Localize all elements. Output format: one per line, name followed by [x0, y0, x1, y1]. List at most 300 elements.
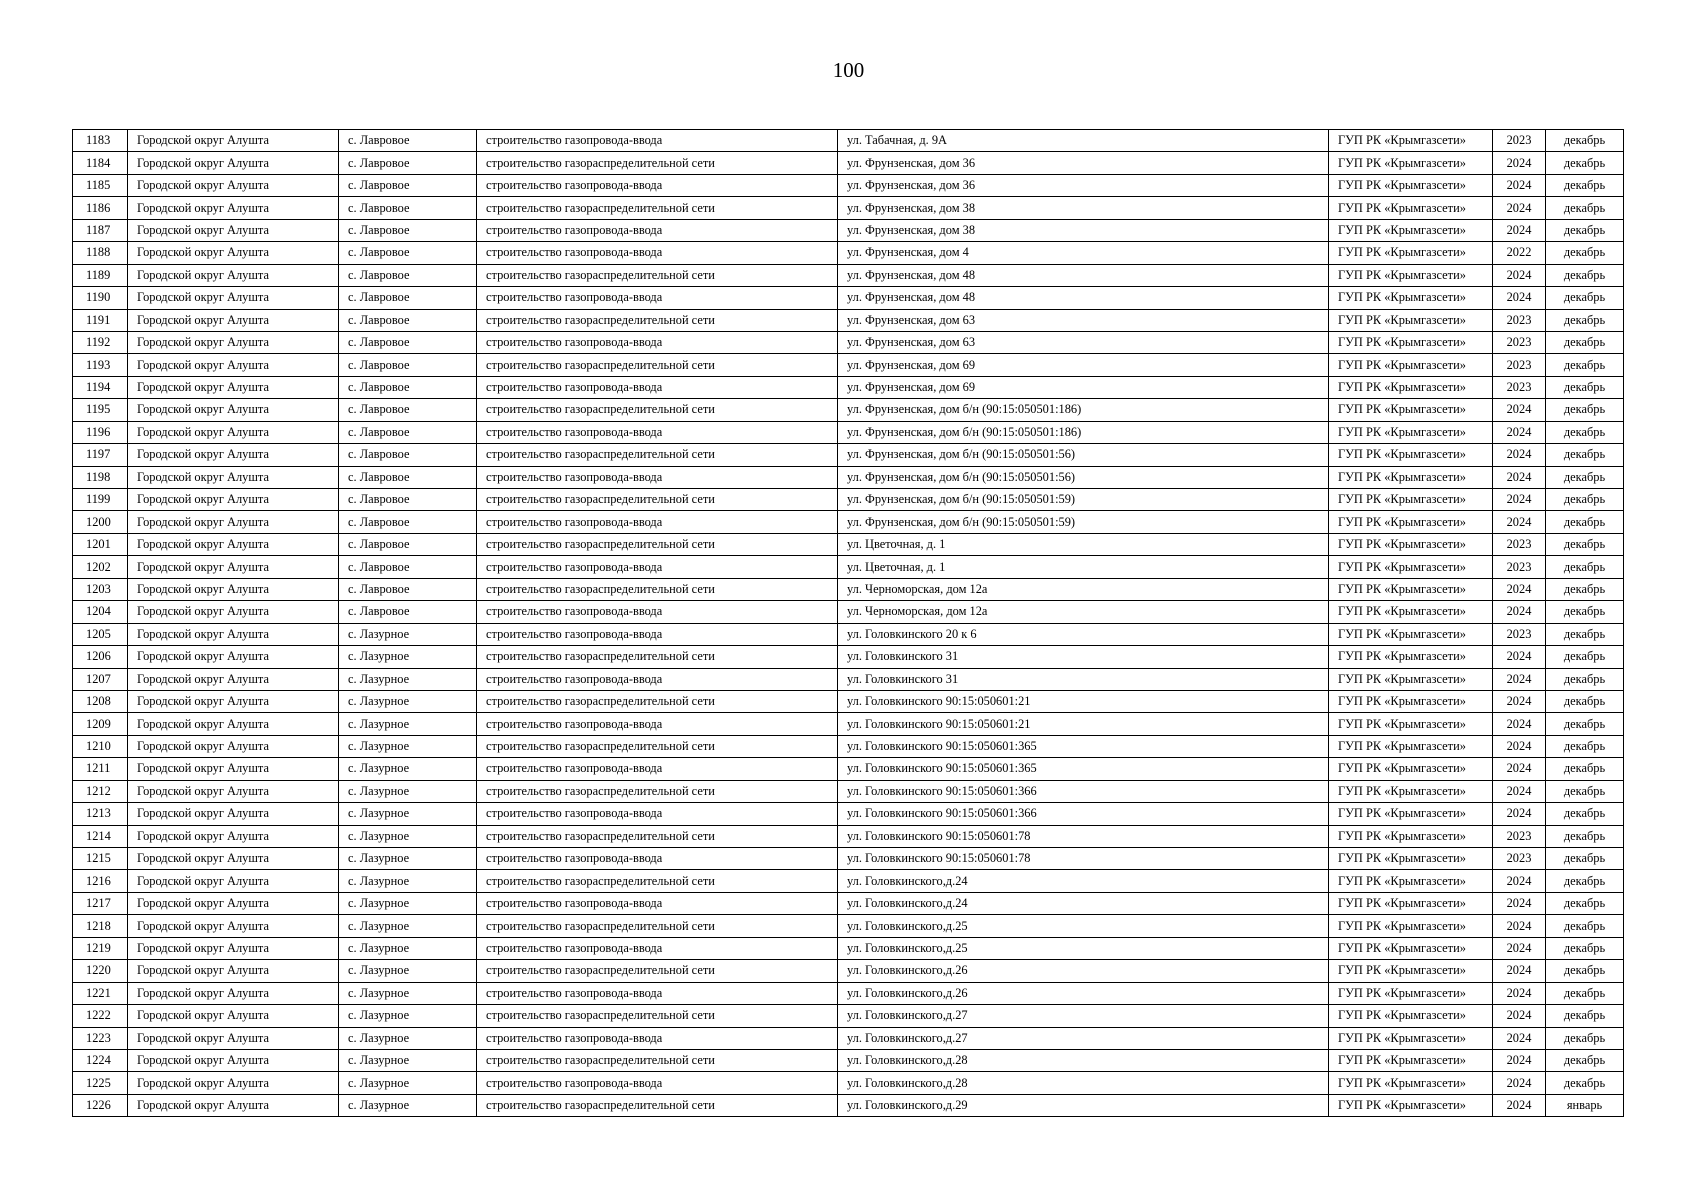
settlement-cell: с. Лавровое — [339, 444, 477, 466]
table-row — [73, 848, 1624, 870]
work-type-cell: строительство газопровода-ввода — [477, 668, 838, 690]
month-cell: декабрь — [1546, 130, 1624, 152]
work-type-cell: строительство газопровода-ввода — [477, 803, 838, 825]
year-cell: 2024 — [1493, 982, 1546, 1004]
address-cell: ул. Головкинского 90:15:050601:366 — [838, 780, 1329, 802]
work-type-cell: строительство газопровода-ввода — [477, 331, 838, 353]
municipality-cell: Городской округ Алушта — [128, 601, 339, 623]
contractor-cell: ГУП РК «Крымгазсети» — [1329, 511, 1493, 533]
municipality-cell: Городской округ Алушта — [128, 130, 339, 152]
municipality-cell: Городской округ Алушта — [128, 444, 339, 466]
table-row — [73, 466, 1624, 488]
month-cell: декабрь — [1546, 242, 1624, 264]
row-number-cell: 1223 — [73, 1027, 128, 1049]
settlement-cell: с. Лазурное — [339, 848, 477, 870]
work-type-cell: строительство газораспределительной сети — [477, 870, 838, 892]
work-type-cell: строительство газопровода-ввода — [477, 219, 838, 241]
settlement-cell: с. Лазурное — [339, 758, 477, 780]
municipality-cell: Городской округ Алушта — [128, 242, 339, 264]
municipality-cell: Городской округ Алушта — [128, 1005, 339, 1027]
address-cell: ул. Фрунзенская, дом 38 — [838, 197, 1329, 219]
table-row — [73, 780, 1624, 802]
settlement-cell: с. Лавровое — [339, 466, 477, 488]
settlement-cell: с. Лавровое — [339, 130, 477, 152]
municipality-cell: Городской округ Алушта — [128, 1049, 339, 1071]
address-cell: ул. Фрунзенская, дом 36 — [838, 152, 1329, 174]
settlement-cell: с. Лазурное — [339, 646, 477, 668]
table-row — [73, 444, 1624, 466]
row-number-cell: 1214 — [73, 825, 128, 847]
settlement-cell: с. Лазурное — [339, 915, 477, 937]
municipality-cell: Городской округ Алушта — [128, 152, 339, 174]
year-cell: 2024 — [1493, 803, 1546, 825]
municipality-cell: Городской округ Алушта — [128, 399, 339, 421]
table-row — [73, 331, 1624, 353]
year-cell: 2024 — [1493, 1094, 1546, 1116]
contractor-cell: ГУП РК «Крымгазсети» — [1329, 623, 1493, 645]
year-cell: 2024 — [1493, 601, 1546, 623]
work-type-cell: строительство газораспределительной сети — [477, 354, 838, 376]
year-cell: 2024 — [1493, 668, 1546, 690]
contractor-cell: ГУП РК «Крымгазсети» — [1329, 219, 1493, 241]
work-type-cell: строительство газораспределительной сети — [477, 489, 838, 511]
address-cell: ул. Головкинского,д.27 — [838, 1005, 1329, 1027]
address-cell: ул. Головкинского,д.28 — [838, 1072, 1329, 1094]
year-cell: 2024 — [1493, 870, 1546, 892]
municipality-cell: Городской округ Алушта — [128, 219, 339, 241]
address-cell: ул. Фрунзенская, дом 63 — [838, 309, 1329, 331]
municipality-cell: Городской округ Алушта — [128, 780, 339, 802]
table-row — [73, 242, 1624, 264]
row-number-cell: 1209 — [73, 713, 128, 735]
contractor-cell: ГУП РК «Крымгазсети» — [1329, 197, 1493, 219]
row-number-cell: 1217 — [73, 892, 128, 914]
row-number-cell: 1190 — [73, 287, 128, 309]
month-cell: декабрь — [1546, 646, 1624, 668]
municipality-cell: Городской округ Алушта — [128, 848, 339, 870]
row-number-cell: 1199 — [73, 489, 128, 511]
month-cell: декабрь — [1546, 533, 1624, 555]
address-cell: ул. Головкинского 90:15:050601:21 — [838, 713, 1329, 735]
year-cell: 2024 — [1493, 1005, 1546, 1027]
year-cell: 2023 — [1493, 848, 1546, 870]
year-cell: 2024 — [1493, 152, 1546, 174]
year-cell: 2024 — [1493, 444, 1546, 466]
contractor-cell: ГУП РК «Крымгазсети» — [1329, 1094, 1493, 1116]
settlement-cell: с. Лазурное — [339, 1027, 477, 1049]
year-cell: 2024 — [1493, 219, 1546, 241]
address-cell: ул. Головкинского,д.24 — [838, 870, 1329, 892]
municipality-cell: Городской округ Алушта — [128, 466, 339, 488]
address-cell: ул. Цветочная, д. 1 — [838, 556, 1329, 578]
contractor-cell: ГУП РК «Крымгазсети» — [1329, 646, 1493, 668]
address-cell: ул. Головкинского,д.25 — [838, 937, 1329, 959]
year-cell: 2023 — [1493, 556, 1546, 578]
work-type-cell: строительство газопровода-ввода — [477, 758, 838, 780]
row-number-cell: 1204 — [73, 601, 128, 623]
row-number-cell: 1188 — [73, 242, 128, 264]
municipality-cell: Городской округ Алушта — [128, 287, 339, 309]
row-number-cell: 1218 — [73, 915, 128, 937]
municipality-cell: Городской округ Алушта — [128, 556, 339, 578]
settlement-cell: с. Лавровое — [339, 152, 477, 174]
municipality-cell: Городской округ Алушта — [128, 960, 339, 982]
settlement-cell: с. Лазурное — [339, 937, 477, 959]
table-row — [73, 1027, 1624, 1049]
registry-body — [73, 130, 1624, 1117]
contractor-cell: ГУП РК «Крымгазсети» — [1329, 444, 1493, 466]
table-row — [73, 1049, 1624, 1071]
municipality-cell: Городской округ Алушта — [128, 1094, 339, 1116]
municipality-cell: Городской округ Алушта — [128, 758, 339, 780]
settlement-cell: с. Лавровое — [339, 264, 477, 286]
row-number-cell: 1215 — [73, 848, 128, 870]
year-cell: 2024 — [1493, 735, 1546, 757]
month-cell: декабрь — [1546, 197, 1624, 219]
contractor-cell: ГУП РК «Крымгазсети» — [1329, 242, 1493, 264]
address-cell: ул. Фрунзенская, дом б/н (90:15:050501:59) — [838, 511, 1329, 533]
address-cell: ул. Головкинского 90:15:050601:78 — [838, 825, 1329, 847]
contractor-cell: ГУП РК «Крымгазсети» — [1329, 870, 1493, 892]
municipality-cell: Городской округ Алушта — [128, 982, 339, 1004]
row-number-cell: 1192 — [73, 331, 128, 353]
month-cell: декабрь — [1546, 1049, 1624, 1071]
table-row — [73, 960, 1624, 982]
municipality-cell: Городской округ Алушта — [128, 937, 339, 959]
contractor-cell: ГУП РК «Крымгазсети» — [1329, 309, 1493, 331]
table-row — [73, 982, 1624, 1004]
settlement-cell: с. Лазурное — [339, 713, 477, 735]
table-row — [73, 825, 1624, 847]
municipality-cell: Городской округ Алушта — [128, 511, 339, 533]
row-number-cell: 1219 — [73, 937, 128, 959]
settlement-cell: с. Лазурное — [339, 1005, 477, 1027]
month-cell: декабрь — [1546, 152, 1624, 174]
work-type-cell: строительство газораспределительной сети — [477, 825, 838, 847]
address-cell: ул. Головкинского 90:15:050601:366 — [838, 803, 1329, 825]
year-cell: 2024 — [1493, 1027, 1546, 1049]
table-row — [73, 758, 1624, 780]
contractor-cell: ГУП РК «Крымгазсети» — [1329, 825, 1493, 847]
row-number-cell: 1203 — [73, 578, 128, 600]
settlement-cell: с. Лавровое — [339, 556, 477, 578]
municipality-cell: Городской округ Алушта — [128, 1027, 339, 1049]
table-row — [73, 937, 1624, 959]
month-cell: декабрь — [1546, 489, 1624, 511]
contractor-cell: ГУП РК «Крымгазсети» — [1329, 937, 1493, 959]
settlement-cell: с. Лазурное — [339, 803, 477, 825]
month-cell: декабрь — [1546, 690, 1624, 712]
work-type-cell: строительство газопровода-ввода — [477, 421, 838, 443]
address-cell: ул. Фрунзенская, дом б/н (90:15:050501:186) — [838, 421, 1329, 443]
work-type-cell: строительство газопровода-ввода — [477, 892, 838, 914]
work-type-cell: строительство газораспределительной сети — [477, 533, 838, 555]
row-number-cell: 1201 — [73, 533, 128, 555]
month-cell: декабрь — [1546, 870, 1624, 892]
table-row — [73, 264, 1624, 286]
contractor-cell: ГУП РК «Крымгазсети» — [1329, 1049, 1493, 1071]
month-cell: декабрь — [1546, 511, 1624, 533]
work-type-cell: строительство газораспределительной сети — [477, 915, 838, 937]
contractor-cell: ГУП РК «Крымгазсети» — [1329, 601, 1493, 623]
month-cell: декабрь — [1546, 780, 1624, 802]
row-number-cell: 1195 — [73, 399, 128, 421]
settlement-cell: с. Лазурное — [339, 668, 477, 690]
municipality-cell: Городской округ Алушта — [128, 623, 339, 645]
table-row — [73, 892, 1624, 914]
work-type-cell: строительство газораспределительной сети — [477, 1005, 838, 1027]
address-cell: ул. Головкинского,д.28 — [838, 1049, 1329, 1071]
work-type-cell: строительство газопровода-ввода — [477, 242, 838, 264]
table-row — [73, 174, 1624, 196]
municipality-cell: Городской округ Алушта — [128, 309, 339, 331]
contractor-cell: ГУП РК «Крымгазсети» — [1329, 489, 1493, 511]
table-row — [73, 803, 1624, 825]
month-cell: декабрь — [1546, 735, 1624, 757]
year-cell: 2024 — [1493, 511, 1546, 533]
work-type-cell: строительство газораспределительной сети — [477, 197, 838, 219]
month-cell: декабрь — [1546, 578, 1624, 600]
year-cell: 2024 — [1493, 758, 1546, 780]
month-cell: декабрь — [1546, 1072, 1624, 1094]
year-cell: 2024 — [1493, 1072, 1546, 1094]
settlement-cell: с. Лазурное — [339, 1094, 477, 1116]
row-number-cell: 1211 — [73, 758, 128, 780]
row-number-cell: 1205 — [73, 623, 128, 645]
municipality-cell: Городской округ Алушта — [128, 803, 339, 825]
municipality-cell: Городской округ Алушта — [128, 489, 339, 511]
row-number-cell: 1206 — [73, 646, 128, 668]
work-type-cell: строительство газораспределительной сети — [477, 735, 838, 757]
address-cell: ул. Головкинского,д.26 — [838, 960, 1329, 982]
month-cell: декабрь — [1546, 466, 1624, 488]
table-row — [73, 578, 1624, 600]
settlement-cell: с. Лавровое — [339, 287, 477, 309]
month-cell: декабрь — [1546, 758, 1624, 780]
row-number-cell: 1221 — [73, 982, 128, 1004]
work-type-cell: строительство газопровода-ввода — [477, 511, 838, 533]
row-number-cell: 1184 — [73, 152, 128, 174]
table-row — [73, 1072, 1624, 1094]
address-cell: ул. Головкинского 31 — [838, 646, 1329, 668]
table-row — [73, 668, 1624, 690]
year-cell: 2024 — [1493, 713, 1546, 735]
address-cell: ул. Головкинского 20 к 6 — [838, 623, 1329, 645]
work-type-cell: строительство газопровода-ввода — [477, 174, 838, 196]
address-cell: ул. Фрунзенская, дом 38 — [838, 219, 1329, 241]
row-number-cell: 1185 — [73, 174, 128, 196]
work-type-cell: строительство газопровода-ввода — [477, 848, 838, 870]
year-cell: 2024 — [1493, 1049, 1546, 1071]
table-row — [73, 152, 1624, 174]
address-cell: ул. Головкинского 90:15:050601:365 — [838, 735, 1329, 757]
contractor-cell: ГУП РК «Крымгазсети» — [1329, 287, 1493, 309]
work-type-cell: строительство газопровода-ввода — [477, 130, 838, 152]
year-cell: 2023 — [1493, 130, 1546, 152]
municipality-cell: Городской округ Алушта — [128, 915, 339, 937]
settlement-cell: с. Лавровое — [339, 242, 477, 264]
settlement-cell: с. Лазурное — [339, 1049, 477, 1071]
contractor-cell: ГУП РК «Крымгазсети» — [1329, 735, 1493, 757]
settlement-cell: с. Лавровое — [339, 197, 477, 219]
year-cell: 2024 — [1493, 264, 1546, 286]
contractor-cell: ГУП РК «Крымгазсети» — [1329, 758, 1493, 780]
contractor-cell: ГУП РК «Крымгазсети» — [1329, 130, 1493, 152]
municipality-cell: Городской округ Алушта — [128, 870, 339, 892]
row-number-cell: 1186 — [73, 197, 128, 219]
table-row — [73, 713, 1624, 735]
row-number-cell: 1196 — [73, 421, 128, 443]
settlement-cell: с. Лавровое — [339, 578, 477, 600]
contractor-cell: ГУП РК «Крымгазсети» — [1329, 915, 1493, 937]
row-number-cell: 1194 — [73, 376, 128, 398]
settlement-cell: с. Лазурное — [339, 870, 477, 892]
contractor-cell: ГУП РК «Крымгазсети» — [1329, 713, 1493, 735]
year-cell: 2022 — [1493, 242, 1546, 264]
settlement-cell: с. Лазурное — [339, 690, 477, 712]
table-row — [73, 915, 1624, 937]
address-cell: ул. Фрунзенская, дом 4 — [838, 242, 1329, 264]
row-number-cell: 1222 — [73, 1005, 128, 1027]
month-cell: декабрь — [1546, 556, 1624, 578]
municipality-cell: Городской округ Алушта — [128, 331, 339, 353]
address-cell: ул. Головкинского,д.26 — [838, 982, 1329, 1004]
year-cell: 2024 — [1493, 174, 1546, 196]
contractor-cell: ГУП РК «Крымгазсети» — [1329, 803, 1493, 825]
year-cell: 2024 — [1493, 690, 1546, 712]
table-row — [73, 556, 1624, 578]
contractor-cell: ГУП РК «Крымгазсети» — [1329, 466, 1493, 488]
contractor-cell: ГУП РК «Крымгазсети» — [1329, 264, 1493, 286]
settlement-cell: с. Лазурное — [339, 982, 477, 1004]
work-type-cell: строительство газораспределительной сети — [477, 646, 838, 668]
address-cell: ул. Черноморская, дом 12а — [838, 601, 1329, 623]
table-row — [73, 601, 1624, 623]
work-type-cell: строительство газораспределительной сети — [477, 264, 838, 286]
address-cell: ул. Фрунзенская, дом б/н (90:15:050501:56) — [838, 466, 1329, 488]
contractor-cell: ГУП РК «Крымгазсети» — [1329, 848, 1493, 870]
work-type-cell: строительство газораспределительной сети — [477, 690, 838, 712]
work-type-cell: строительство газораспределительной сети — [477, 399, 838, 421]
address-cell: ул. Головкинского 90:15:050601:21 — [838, 690, 1329, 712]
contractor-cell: ГУП РК «Крымгазсети» — [1329, 1072, 1493, 1094]
settlement-cell: с. Лавровое — [339, 174, 477, 196]
table-row — [73, 735, 1624, 757]
settlement-cell: с. Лазурное — [339, 780, 477, 802]
municipality-cell: Городской округ Алушта — [128, 646, 339, 668]
work-type-cell: строительство газопровода-ввода — [477, 623, 838, 645]
address-cell: ул. Головкинского,д.27 — [838, 1027, 1329, 1049]
settlement-cell: с. Лавровое — [339, 219, 477, 241]
registry-table — [72, 129, 1624, 1117]
year-cell: 2023 — [1493, 623, 1546, 645]
table-row — [73, 533, 1624, 555]
address-cell: ул. Фрунзенская, дом 69 — [838, 376, 1329, 398]
table-row — [73, 1005, 1624, 1027]
work-type-cell: строительство газораспределительной сети — [477, 444, 838, 466]
address-cell: ул. Черноморская, дом 12а — [838, 578, 1329, 600]
table-row — [73, 287, 1624, 309]
settlement-cell: с. Лазурное — [339, 1072, 477, 1094]
row-number-cell: 1224 — [73, 1049, 128, 1071]
work-type-cell: строительство газораспределительной сети — [477, 578, 838, 600]
contractor-cell: ГУП РК «Крымгазсети» — [1329, 780, 1493, 802]
municipality-cell: Городской округ Алушта — [128, 1072, 339, 1094]
month-cell: декабрь — [1546, 219, 1624, 241]
month-cell: декабрь — [1546, 803, 1624, 825]
month-cell: декабрь — [1546, 982, 1624, 1004]
year-cell: 2024 — [1493, 937, 1546, 959]
municipality-cell: Городской округ Алушта — [128, 892, 339, 914]
address-cell: ул. Фрунзенская, дом 48 — [838, 287, 1329, 309]
year-cell: 2024 — [1493, 892, 1546, 914]
year-cell: 2024 — [1493, 646, 1546, 668]
year-cell: 2024 — [1493, 780, 1546, 802]
settlement-cell: с. Лавровое — [339, 421, 477, 443]
address-cell: ул. Фрунзенская, дом б/н (90:15:050501:186) — [838, 399, 1329, 421]
row-number-cell: 1207 — [73, 668, 128, 690]
work-type-cell: строительство газораспределительной сети — [477, 960, 838, 982]
table-row — [73, 197, 1624, 219]
address-cell: ул. Табачная, д. 9А — [838, 130, 1329, 152]
month-cell: декабрь — [1546, 937, 1624, 959]
settlement-cell: с. Лавровое — [339, 533, 477, 555]
settlement-cell: с. Лавровое — [339, 511, 477, 533]
work-type-cell: строительство газораспределительной сети — [477, 152, 838, 174]
work-type-cell: строительство газопровода-ввода — [477, 556, 838, 578]
work-type-cell: строительство газораспределительной сети — [477, 780, 838, 802]
municipality-cell: Городской округ Алушта — [128, 421, 339, 443]
year-cell: 2023 — [1493, 309, 1546, 331]
table-row — [73, 623, 1624, 645]
year-cell: 2024 — [1493, 399, 1546, 421]
table-row — [73, 690, 1624, 712]
table-row — [73, 511, 1624, 533]
row-number-cell: 1212 — [73, 780, 128, 802]
table-row — [73, 646, 1624, 668]
municipality-cell: Городской округ Алушта — [128, 354, 339, 376]
row-number-cell: 1189 — [73, 264, 128, 286]
year-cell: 2023 — [1493, 376, 1546, 398]
table-row — [73, 130, 1624, 152]
row-number-cell: 1213 — [73, 803, 128, 825]
month-cell: декабрь — [1546, 354, 1624, 376]
month-cell: декабрь — [1546, 421, 1624, 443]
year-cell: 2024 — [1493, 197, 1546, 219]
year-cell: 2023 — [1493, 533, 1546, 555]
contractor-cell: ГУП РК «Крымгазсети» — [1329, 533, 1493, 555]
row-number-cell: 1216 — [73, 870, 128, 892]
settlement-cell: с. Лазурное — [339, 735, 477, 757]
settlement-cell: с. Лавровое — [339, 399, 477, 421]
month-cell: декабрь — [1546, 174, 1624, 196]
work-type-cell: строительство газораспределительной сети — [477, 1049, 838, 1071]
row-number-cell: 1225 — [73, 1072, 128, 1094]
contractor-cell: ГУП РК «Крымгазсети» — [1329, 690, 1493, 712]
settlement-cell: с. Лавровое — [339, 376, 477, 398]
month-cell: декабрь — [1546, 1005, 1624, 1027]
month-cell: декабрь — [1546, 399, 1624, 421]
municipality-cell: Городской округ Алушта — [128, 668, 339, 690]
settlement-cell: с. Лавровое — [339, 331, 477, 353]
address-cell: ул. Фрунзенская, дом 36 — [838, 174, 1329, 196]
year-cell: 2024 — [1493, 960, 1546, 982]
address-cell: ул. Цветочная, д. 1 — [838, 533, 1329, 555]
municipality-cell: Городской округ Алушта — [128, 376, 339, 398]
contractor-cell: ГУП РК «Крымгазсети» — [1329, 1005, 1493, 1027]
month-cell: декабрь — [1546, 444, 1624, 466]
address-cell: ул. Головкинского 90:15:050601:365 — [838, 758, 1329, 780]
